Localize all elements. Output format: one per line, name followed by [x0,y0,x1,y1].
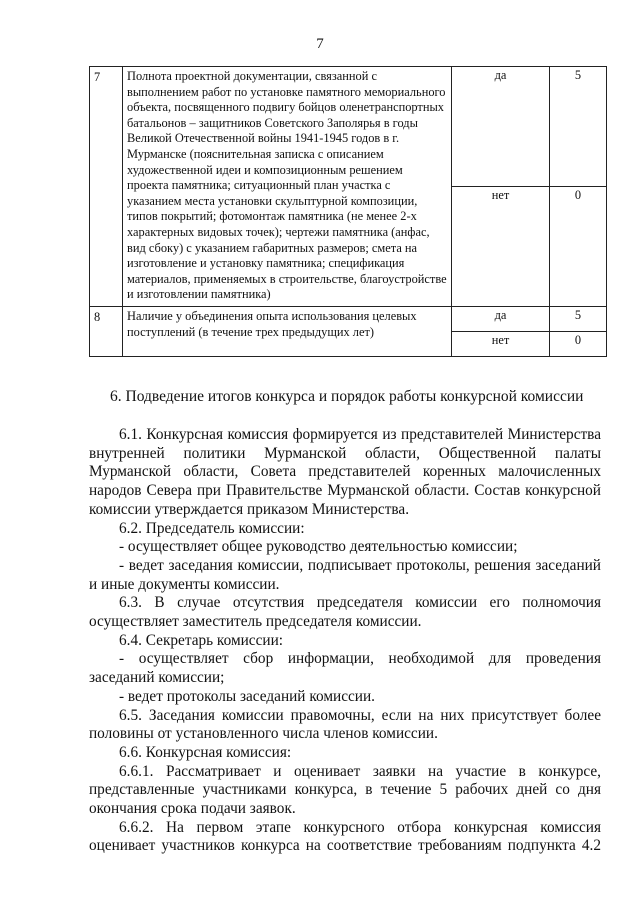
score-cell: 5 [550,306,607,331]
text-line: - осуществляет сбор информации, необходимой для проведения [119,650,601,668]
text-line: заседаний комиссии; [89,669,225,687]
criterion-description: Полнота проектной документации, связанной с выполнением работ по установке памятного мемориального объекта, посвященного подвигу бойцов оленетранспортных батальонов – защитников Советского Заполярья в годы Великой Отечественной войны 1941-1945 годов в г. Мурманске (пояснительная записка с описанием художественной идеи и композиционным решением проекта памятника; ситуационный план участка с указанием места установки скульптурной композиции, типов покрытий; фотомонтаж памятника (не менее 2-х характерных видовых точек); чертежи памятника (анфас, вид сбоку) с указанием габаритных размеров; смета на изготовление и установку памятника; спецификация материалов, применяемых в строительстве, благоустройстве и изготовлении памятника) [123,67,452,307]
text-line: и иные документы комиссии. [89,575,280,593]
text-line: осуществляет заместитель председателя комиссии. [89,613,422,631]
score-cell: 0 [550,186,607,306]
document-body [89,426,601,856]
text-line: представленные участниками конкурса, в течение 5 рабочих дней со дня [89,781,601,799]
text-line: 6.2. Председатель комиссии: [119,519,305,537]
text-line: оценивает участников конкурса на соответствие требованиям подпункта 4.2 [89,837,601,855]
text-line: - ведет заседания комиссии, подписывает протоколы, решения заседаний [119,556,601,574]
row-number: 8 [90,306,123,356]
page-number: 7 [316,36,324,52]
text-line: внутренней политики Мурманской области, Общественной палаты [89,444,601,462]
score-cell: 0 [550,331,607,356]
criterion-description: Наличие у объединения опыта использования целевых поступлений (в течение трех предыдущих лет) [123,306,452,356]
answer-cell: да [452,67,550,187]
criteria-table [89,66,607,357]
text-line: 6.5. Заседания комиссии правомочны, если на них присутствует более [119,706,601,724]
text-line: 6.3. В случае отсутствия председателя комиссии его полномочия [119,594,601,612]
text-line: - ведет протоколы заседаний комиссии. [119,687,375,705]
text-line: комиссии утверждается приказом Министерства. [89,500,410,518]
section-title: 6. Подведение итогов конкурса и порядок работы конкурсной комиссии [110,388,584,405]
text-line: половины от установленного числа членов комиссии. [89,725,438,743]
table-row [90,306,607,331]
text-line: народов Севера при Правительстве Мурманской области. Состав конкурсной [89,482,601,500]
text-line: 6.4. Секретарь комиссии: [119,631,284,649]
text-line: 6.6.1. Рассматривает и оценивает заявки на участие в конкурсе, [119,762,601,780]
score-cell: 5 [550,67,607,187]
answer-cell: нет [452,331,550,356]
text-line: 6.6.2. На первом этапе конкурсного отбора конкурсная комиссия [119,818,601,836]
text-line: 6.6. Конкурсная комиссия: [119,743,292,761]
text-line: - осуществляет общее руководство деятельностью комиссии; [119,538,518,556]
answer-cell: да [452,306,550,331]
text-line: окончания срока подачи заявок. [89,800,296,818]
text-line: Мурманской области, Совета представителей коренных малочисленных [89,463,601,481]
row-number: 7 [90,67,123,307]
table-row [90,67,607,187]
text-line: 6.1. Конкурсная комиссия формируется из представителей Министерства [119,426,601,443]
answer-cell: нет [452,186,550,306]
